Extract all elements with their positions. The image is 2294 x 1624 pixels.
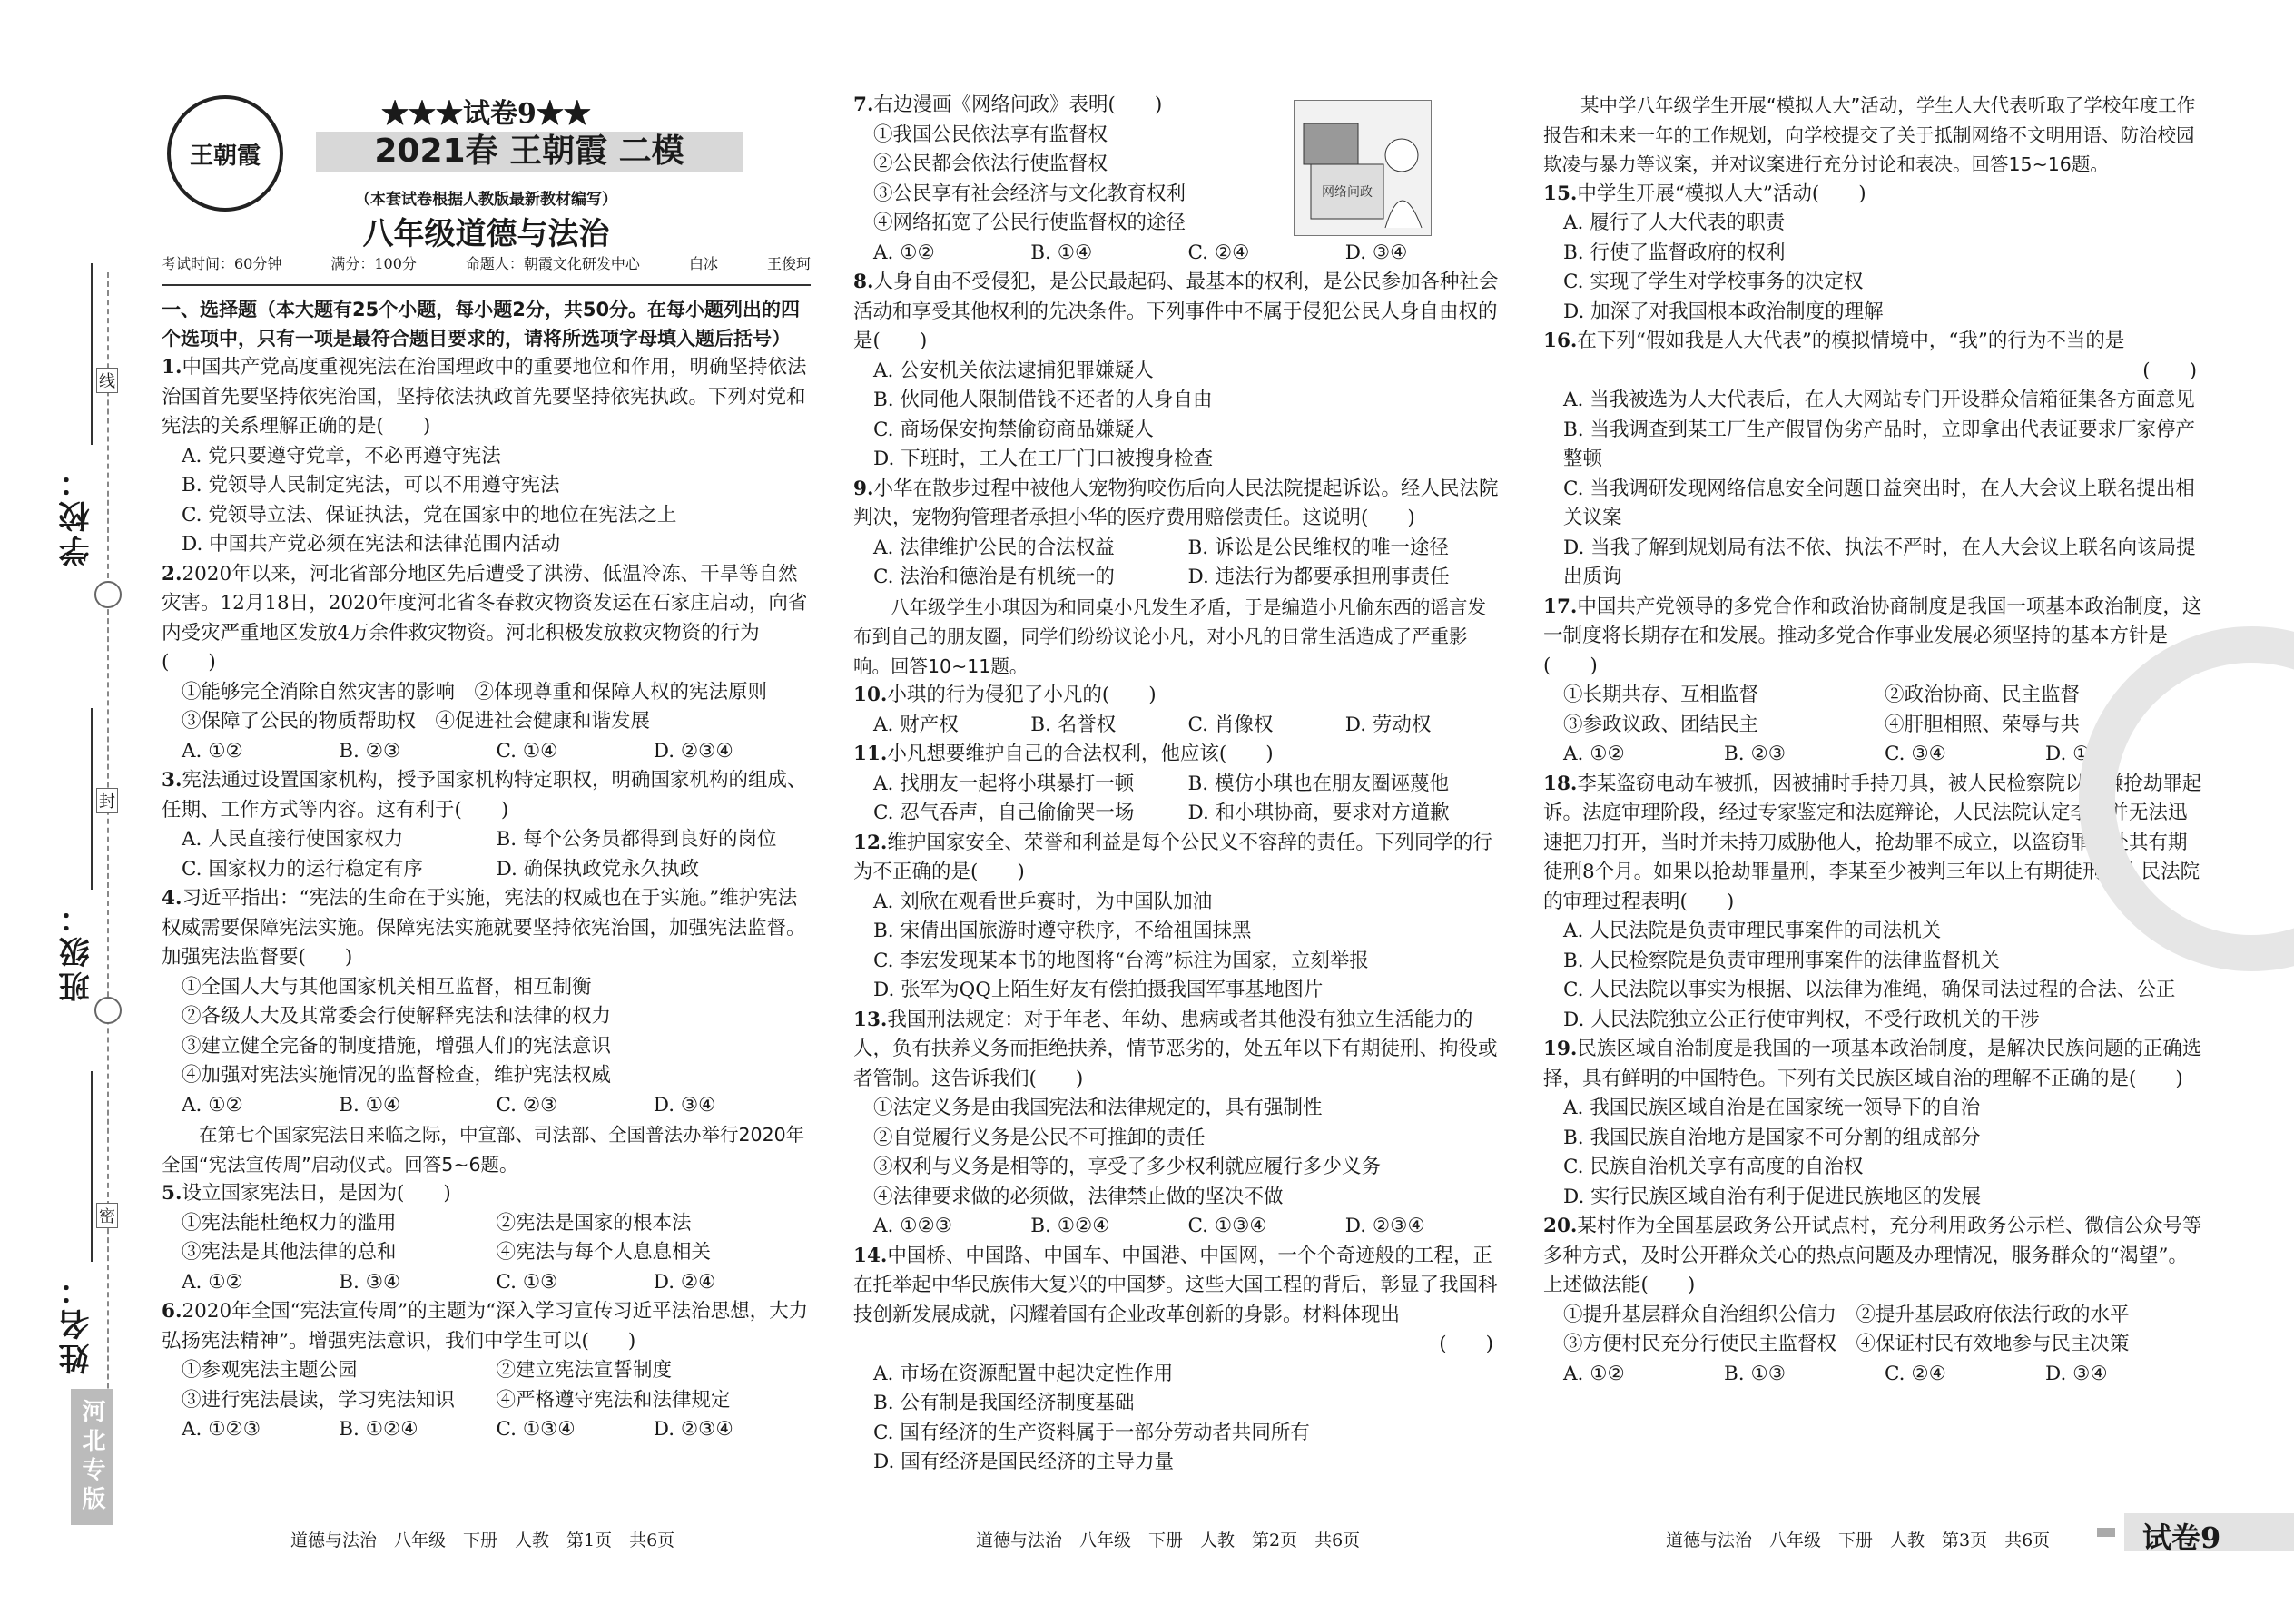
option: B. 每个公务员都得到良好的岗位: [496, 828, 777, 851]
answer-choice: C. ③④: [1885, 743, 1946, 765]
paper-tab: [2124, 1513, 2294, 1555]
option: ④肝胆相照、荣辱与共: [1885, 713, 2081, 736]
question-text: 中国桥、中国路、中国车、中国港、中国网，一个个奇迹般的工程，正在托举起中华民族伟大复兴的中国梦。这些大国工程的背后，彰显了我国科技创新发展成就，闪耀着国有企业改革创新的身影。材料体现出: [853, 1244, 1498, 1326]
cartoon-caption: 网络问政: [1322, 185, 1373, 200]
binding-line: [107, 272, 109, 1525]
question: [1543, 180, 2206, 210]
question-number: 12.: [853, 831, 888, 854]
option: C. 人民法院以事实为根据、以法律为准绳，确保司法过程的合法、公正: [1563, 979, 2176, 1001]
answer-choice: C. ②③: [496, 1093, 558, 1117]
answer-choice: C. ②④: [1187, 241, 1250, 264]
option: B. 行使了监督政府的权利: [1563, 241, 1786, 264]
option: ①法定义务是由我国宪法和法律规定的，具有强制性: [873, 1097, 1323, 1119]
question-number: 10.: [853, 684, 888, 706]
option: D. 国有经济是国民经济的主导力量: [873, 1451, 1175, 1473]
option: ④严格遵守宪法和法律规定: [496, 1388, 731, 1412]
answer-choice: A. ①②: [873, 241, 935, 264]
option-row: [162, 1386, 811, 1416]
answer-choice: B. ①④: [339, 1093, 401, 1117]
question-number: 3.: [162, 769, 182, 792]
page-footer-2: 道德与法治 八年级 下册 人教 第2页 共6页: [976, 1530, 1361, 1550]
option: B. 人民检察院是负责审理刑事案件的法律监督机关: [1563, 949, 2000, 972]
answer-choice: D. ③④: [653, 1093, 716, 1117]
question-number: 18.: [1543, 772, 1578, 795]
question: [1543, 1212, 2206, 1301]
option: D. 张军为QQ上陌生好友有偿拍摄我国军事基地图片: [873, 979, 1324, 1001]
page-footer-3: 道德与法治 八年级 下册 人教 第3页 共6页: [1666, 1530, 2051, 1550]
option: ②宪法是国家的根本法: [496, 1211, 692, 1235]
answer-choice: B. ①②④: [339, 1418, 418, 1441]
brand-logo: 王朝霞: [167, 95, 283, 212]
option: B. 模仿小琪也在朋友圈诬蔑他: [1187, 772, 1449, 795]
answer-choices: [162, 737, 811, 767]
binding-hole-icon: [94, 997, 122, 1024]
question: [853, 681, 1502, 711]
option: B. 我国民族自治地方是国家不可分割的组成部分: [1563, 1126, 1981, 1149]
option: C. 民族自治机关享有高度的自治权: [1563, 1156, 1864, 1178]
question-text: 小华在散步过程中被他人宠物狗咬伤后向人民法院提起诉讼。经人民法院判决，宠物狗管理者承担小华的医疗费用赔偿责任。这说明( ): [853, 477, 1499, 529]
question-text: 2020年以来，河北省部分地区先后遭受了洪涝、低温冷冻、干旱等自然灾害。12月18日，2020年度河北省冬春救灾物资发运在石家庄启动，向省内受灾严重地区发放4万余件救灾物资。河北积极发放救灾物资的行为( ): [162, 562, 808, 674]
answer-choices: [162, 1268, 811, 1298]
option: B. 宋倩出国旅游时遵守秩序，不给祖国抹黑: [873, 920, 1252, 942]
answer-choice: D. ①④: [2045, 743, 2108, 765]
option: A. 当我被选为人大代表后，在人大网站专门开设群众信箱征集各方面意见: [1563, 389, 2195, 411]
header-divider: [162, 284, 811, 286]
option-row: [853, 770, 1502, 800]
question-text: 右边漫画《网络问政》表明( ): [873, 94, 1163, 116]
exam-info: [162, 252, 811, 273]
name-field[interactable]: [91, 1071, 93, 1262]
answer-choice: A. ①②: [182, 1093, 243, 1117]
question-number: 19.: [1543, 1038, 1578, 1060]
seal-feng-mark: 封: [96, 788, 118, 813]
option: A. 刘欣在观看世乒赛时，为中国队加油: [873, 890, 1213, 913]
option: B. 党领导人民制定宪法，可以不用遵守宪法: [182, 474, 560, 497]
option: B. 伙同他人限制借钱不还者的人身自由: [873, 389, 1213, 411]
question-number: 2.: [162, 562, 182, 586]
option: D. 下班时，工人在工厂门口被搜身检查: [873, 448, 1214, 470]
question-text: 维护国家安全、荣誉和利益是每个公民义不容辞的责任。下列同学的行为不正确的是( ): [853, 831, 1492, 883]
option: A. 公安机关依法逮捕犯罪嫌疑人: [873, 359, 1154, 382]
option: ④法律要求做的必须做，法律禁止做的坚决不做: [873, 1185, 1284, 1208]
answer-choice: C. 肖像权: [1187, 713, 1274, 736]
option: C. 忍气吞声，自己偷偷哭一场: [873, 802, 1135, 824]
question-number: 17.: [1543, 595, 1578, 618]
answer-choice: A. ①②: [1563, 743, 1625, 765]
answer-choice: C. ①③④: [1187, 1215, 1267, 1237]
school-field[interactable]: [91, 263, 93, 445]
option: C. 国有经济的生产资料属于一部分劳动者共同所有: [873, 1421, 1310, 1444]
exam-subtitle: （本套试卷根据人教版最新教材编写）: [355, 191, 617, 209]
answer-choices: [162, 1091, 811, 1121]
answer-choice: B. ③④: [339, 1270, 401, 1294]
option: ①全国人大与其他国家机关相互监督，相互制衡: [182, 975, 592, 999]
exam-title: 2021春 王朝霞 二模: [316, 132, 743, 172]
question-number: 7.: [853, 94, 874, 116]
answer-choices: [853, 1212, 1502, 1242]
option: ①长期共存、互相监督: [1563, 684, 1759, 706]
binding-hole-icon: [94, 581, 122, 608]
answer-choice: C. ①③④: [496, 1418, 576, 1441]
option-row: [162, 1238, 811, 1268]
answer-choices: [162, 1415, 811, 1445]
question-number: 5.: [162, 1182, 182, 1205]
question-text: 2020年全国“宪法宣传周”的主题为“深入学习宣传习近平法治思想，大力弘扬宪法精神”。增强宪法意识，我们中学生可以( ): [162, 1300, 809, 1353]
option: A. 人民直接行使国家权力: [182, 828, 404, 851]
option: ③权利与义务是相等的，享受了多少权利就应履行多少义务: [873, 1156, 1382, 1178]
option: D. 确保执政党永久执政: [496, 857, 700, 881]
question: [1543, 327, 2206, 357]
answer-choice: A. ①②: [182, 1270, 243, 1294]
question-number: 4.: [162, 887, 182, 910]
option-row: [853, 563, 1502, 593]
option: ③宪法是其他法律的总和: [182, 1241, 397, 1264]
option: ③公民享有社会经济与文化教育权利: [873, 182, 1186, 205]
option: C. 李宏发现某本书的地图将“台湾”标注为国家，立刻举报: [873, 949, 1369, 972]
question-number: 15.: [1543, 182, 1578, 205]
question-number: 20.: [1543, 1215, 1578, 1237]
question-number: 1.: [162, 356, 182, 379]
option: ③建立健全完备的制度措施，增强人们的宪法意识: [182, 1034, 612, 1058]
answer-choice: A. 财产权: [873, 713, 959, 736]
exam-time: 考试时间：60分钟: [162, 255, 282, 272]
option: C. 国家权力的运行稳定有序: [182, 857, 423, 881]
exam-score: 满分：100分: [330, 255, 417, 272]
option: C. 法治和德治是有机统一的: [873, 566, 1115, 588]
option: ②政治协商、民主监督: [1885, 684, 2081, 706]
question-text: 民族区域自治制度是我国的一项基本政治制度，是解决民族问题的正确选择，具有鲜明的中国特色。下列有关民族区域自治的理解不正确的是( ): [1543, 1038, 2202, 1090]
question-text: 李某盗窃电动车被抓，因被捕时手持刀具，被人民检察院以涉嫌抢劫罪起诉。法庭审理阶段，经过专家鉴定和法庭辩论，人民法院认定李某并无法迅速把刀打开，当时并未持刀威胁他人，抢劫罪不成立，以盗窃罪判处其有期徒刑8个月。如果以抢劫罪量刑，李某至少被判三年以上有期徒刑。人民法院的审理过程表明( ): [1543, 772, 2202, 913]
question-number: 9.: [853, 477, 874, 500]
question: [162, 353, 811, 442]
option: D. 加深了对我国根本政治制度的理解: [1563, 300, 1884, 323]
answer-bracket: ( ): [1439, 1333, 1493, 1355]
option: ③保障了公民的物质帮助权 ④促进社会健康和谐发展: [182, 710, 651, 733]
option: A. 履行了人大代表的职责: [1563, 212, 1786, 234]
question-number: 16.: [1543, 330, 1578, 352]
answer-choice: B. ②③: [339, 739, 401, 763]
question-number: 6.: [162, 1300, 182, 1323]
answer-choice: D. ②③④: [653, 739, 733, 763]
option-row: [162, 855, 811, 885]
question: [853, 1242, 1502, 1331]
option: ③参政议政、团结民主: [1563, 713, 1759, 736]
question: [162, 884, 811, 973]
option: ①宪法能杜绝权力的滥用: [182, 1211, 397, 1235]
option: C. 当我调研发现网络信息安全问题日益突出时，在人大会议上联名提出相关议案: [1563, 477, 2195, 529]
answer-choice: B. ①④: [1030, 241, 1093, 264]
option-row: [162, 825, 811, 855]
question-text: 习近平指出：“宪法的生命在于实施，宪法的权威也在于实施。”维护宪法权威需要保障宪法实施。保障宪法实施就要坚持依宪治国，加强宪法监督。加强宪法监督要( ): [162, 887, 806, 969]
question-text: 小凡想要维护自己的合法权利，他应该( ): [887, 743, 1274, 765]
answer-bracket: ( ): [2142, 359, 2197, 382]
option: C. 党领导立法、保证执法，党在国家中的地位在宪法之上: [182, 503, 677, 527]
question-number: 13.: [853, 1008, 888, 1031]
answer-choices: [853, 239, 1502, 269]
edition-badge: 河北专版: [71, 1389, 113, 1525]
option: A. 市场在资源配置中起决定性作用: [873, 1362, 1174, 1385]
option: ①我国公民依法享有监督权: [873, 123, 1108, 146]
exam-author: 命题人：朝霞文化研发中心: [465, 255, 640, 272]
question-text: 中国共产党领导的多党合作和政治协商制度是我国一项基本政治制度，这一制度将长期存在和发展。推动多党合作事业发展必须坚持的基本方针是( ): [1543, 595, 2202, 677]
name-label: 姓名：: [59, 1271, 95, 1374]
option: ④网络拓宽了公民行使监督权的途径: [873, 212, 1186, 234]
exam-header: [162, 86, 811, 281]
question-text: 我国刑法规定：对于年老、年幼、患病或者其他没有独立生活能力的人，负有扶养义务而拒绝扶养，情节恶劣的，处五年以下有期徒刑、拘役或者管制。这告诉我们( ): [853, 1008, 1498, 1090]
answer-choice: D. ②④: [653, 1270, 716, 1294]
option: ②公民都会依法行使监督权: [873, 153, 1108, 175]
answer-choice: B. ①③: [1724, 1362, 1787, 1385]
option-row: [162, 1209, 811, 1239]
cartoon-image: [1294, 100, 1432, 236]
question: [1543, 1035, 2206, 1094]
option: D. 中国共产党必须在宪法和法律范围内活动: [182, 533, 561, 556]
question-text: 小琪的行为侵犯了小凡的( ): [887, 684, 1157, 706]
option: ④宪法与每个人息息相关: [496, 1241, 712, 1264]
answer-choice: D. ②③④: [653, 1418, 733, 1441]
option: A. 人民法院是负责审理民事案件的司法机关: [1563, 920, 1942, 942]
decor-bar: [2097, 1528, 2115, 1537]
option: ③方便村民充分行使民主监督权 ④保证村民有效地参与民主决策: [1563, 1333, 2130, 1355]
question-number: 14.: [853, 1244, 888, 1267]
answer-choices: [1543, 1360, 2206, 1390]
question-number: 11.: [853, 743, 888, 765]
reading-passage: 在第七个国家宪法日来临之际，中宣部、司法部、全国普法办举行2020年全国“宪法宣传周”启动仪式。回答5~6题。: [162, 1124, 805, 1176]
column-1: [162, 295, 811, 1445]
answer-choice: C. ①④: [496, 739, 558, 763]
option: A. 找朋友一起将小琪暴打一顿: [873, 772, 1135, 795]
question: [162, 1179, 811, 1209]
answer-choice: D. ③④: [1344, 241, 1408, 264]
answer-choice: D. ②③④: [1344, 1215, 1425, 1237]
question-text: 某村作为全国基层政务公开试点村，充分利用政务公示栏、微信公众号等多种方式，及时公开群众关心的热点问题及办理情况，服务群众的“渴望”。上述做法能( ): [1543, 1215, 2202, 1296]
school-label: 学校：: [59, 463, 95, 566]
reading-passage: 某中学八年级学生开展“模拟人大”活动，学生人大代表听取了学校年度工作报告和未来一年的工作规划，向学校提交了关于抵制网络不文明用语、防治校园欺凌与暴力等议案，并对议案进行充分讨论和表决。回答15~16题。: [1543, 94, 2196, 175]
question: [162, 560, 811, 678]
option: A. 法律维护公民的合法权益: [873, 536, 1115, 559]
question: [853, 268, 1502, 357]
answer-choice: A. ①②: [1563, 1362, 1625, 1385]
option: B. 公有制是我国经济制度基础: [873, 1392, 1135, 1414]
question: [1543, 593, 2206, 682]
class-field[interactable]: [91, 708, 93, 890]
option: A. 我国民族区域自治是在国家统一领导下的自治: [1563, 1097, 1981, 1119]
question-text: 在下列“假如我是人大代表”的模拟情境中，“我”的行为不当的是: [1577, 330, 2125, 352]
question: [853, 1006, 1502, 1095]
answer-choice: B. 名誉权: [1030, 713, 1117, 736]
question: [162, 766, 811, 825]
answer-choice: B. ①②④: [1030, 1215, 1110, 1237]
option: ②各级人大及其常委会行使解释宪法和法律的权力: [182, 1005, 612, 1028]
option: ②建立宪法宣誓制度: [496, 1359, 673, 1382]
reading-passage: 八年级学生小琪因为和同桌小凡发生矛盾，于是编造小凡偷东西的谣言发布到自己的朋友圈，同学们纷纷议论小凡，对小凡的日常生活造成了严重影响。回答10~11题。: [853, 595, 1486, 677]
author-name-2: 王俊珂: [766, 255, 811, 272]
answer-choice: A. ①②: [182, 739, 243, 763]
question-number: 8.: [853, 271, 874, 293]
option: C. 商场保安拘禁偷窃商品嫌疑人: [873, 418, 1154, 441]
option: D. 和小琪协商，要求对方道歉: [1187, 802, 1450, 824]
option: ①参观宪法主题公园: [182, 1359, 358, 1382]
seal-line-mark: 线: [96, 368, 118, 393]
paper-number: ★★★试卷9★★: [381, 98, 591, 130]
option-row: [853, 799, 1502, 829]
question-text: 宪法通过设置国家机构，授予国家机构特定职权，明确国家机构的组成、任期、工作方式等内容。这有利于( ): [162, 769, 807, 822]
question: [853, 740, 1502, 770]
question: [853, 829, 1502, 888]
paper-tab-label: 试卷9: [2142, 1521, 2221, 1555]
option: D. 实行民族区域自治有利于促进民族地区的发展: [1563, 1185, 1982, 1208]
option: ①提升基层群众自治组织公信力 ②提升基层政府依法行政的水平: [1563, 1303, 2130, 1326]
seal-mi-mark: 密: [96, 1203, 118, 1228]
answer-choices: [853, 711, 1502, 741]
option: D. 当我了解到规划局有法不依、执法不严时，在人大会议上联名向该局提出质询: [1563, 536, 2196, 588]
answer-choice: C. ①③: [496, 1270, 558, 1294]
question-text: 中国共产党高度重视宪法在治国理政中的重要地位和作用，明确坚持依法治国首先要坚持依宪治国，坚持依法执政首先要坚持依宪执政。下列对党和宪法的关系理解正确的是( ): [162, 356, 807, 438]
column-2: [853, 91, 1502, 1478]
option: B. 当我调查到某工厂生产假冒伪劣产品时，立即拿出代表证要求厂家停产整顿: [1563, 418, 2195, 470]
section-heading: 一、选择题（本大题有25个小题，每小题2分，共50分。在每小题列出的四个选项中，只有一项是最符合题目要求的，请将所选项字母填入题后括号）: [162, 299, 801, 349]
option: ③进行宪法晨读，学习宪法知识: [182, 1388, 456, 1412]
option-row: [853, 534, 1502, 564]
class-label: 班级：: [59, 899, 95, 1002]
answer-choice: A. ①②③: [182, 1418, 261, 1441]
subject-title: 八年级道德与法治: [362, 216, 610, 252]
answer-choice: D. 劳动权: [1344, 713, 1432, 736]
question-text: 人身自由不受侵犯，是公民最起码、最基本的权利，是公民参加各种社会活动和享受其他权利的先决条件。下列事件中不属于侵犯公民人身自由权的是( ): [853, 271, 1499, 352]
author-name-1: 白冰: [688, 255, 718, 272]
question: [162, 1297, 811, 1356]
question-text: 设立国家宪法日，是因为( ): [182, 1182, 451, 1205]
option: D. 人民法院独立公正行使审判权，不受行政机关的干涉: [1563, 1008, 2040, 1031]
option: ④加强对宪法实施情况的监督检查，维护宪法权威: [182, 1064, 612, 1087]
answer-choice: B. ②③: [1724, 743, 1787, 765]
answer-choice: D. ③④: [2045, 1362, 2108, 1385]
option: C. 实现了学生对学校事务的决定权: [1563, 271, 1864, 293]
option: ②自觉履行义务是公民不可推卸的责任: [873, 1126, 1206, 1149]
option: A. 党只要遵守党章，不必再遵守宪法: [182, 444, 501, 468]
option: D. 违法行为都要承担刑事责任: [1187, 566, 1450, 588]
answer-choice: C. ②④: [1885, 1362, 1946, 1385]
question-text: 中学生开展“模拟人大”活动( ): [1577, 182, 1866, 205]
answer-choice: A. ①②③: [873, 1215, 953, 1237]
option: B. 诉讼是公民维权的唯一途径: [1187, 536, 1449, 559]
question: [853, 475, 1502, 534]
option-row: [162, 1356, 811, 1386]
page-footer-1: 道德与法治 八年级 下册 人教 第1页 共6页: [290, 1530, 675, 1550]
option: ①能够完全消除自然灾害的影响 ②体现尊重和保障人权的宪法原则: [182, 680, 768, 704]
